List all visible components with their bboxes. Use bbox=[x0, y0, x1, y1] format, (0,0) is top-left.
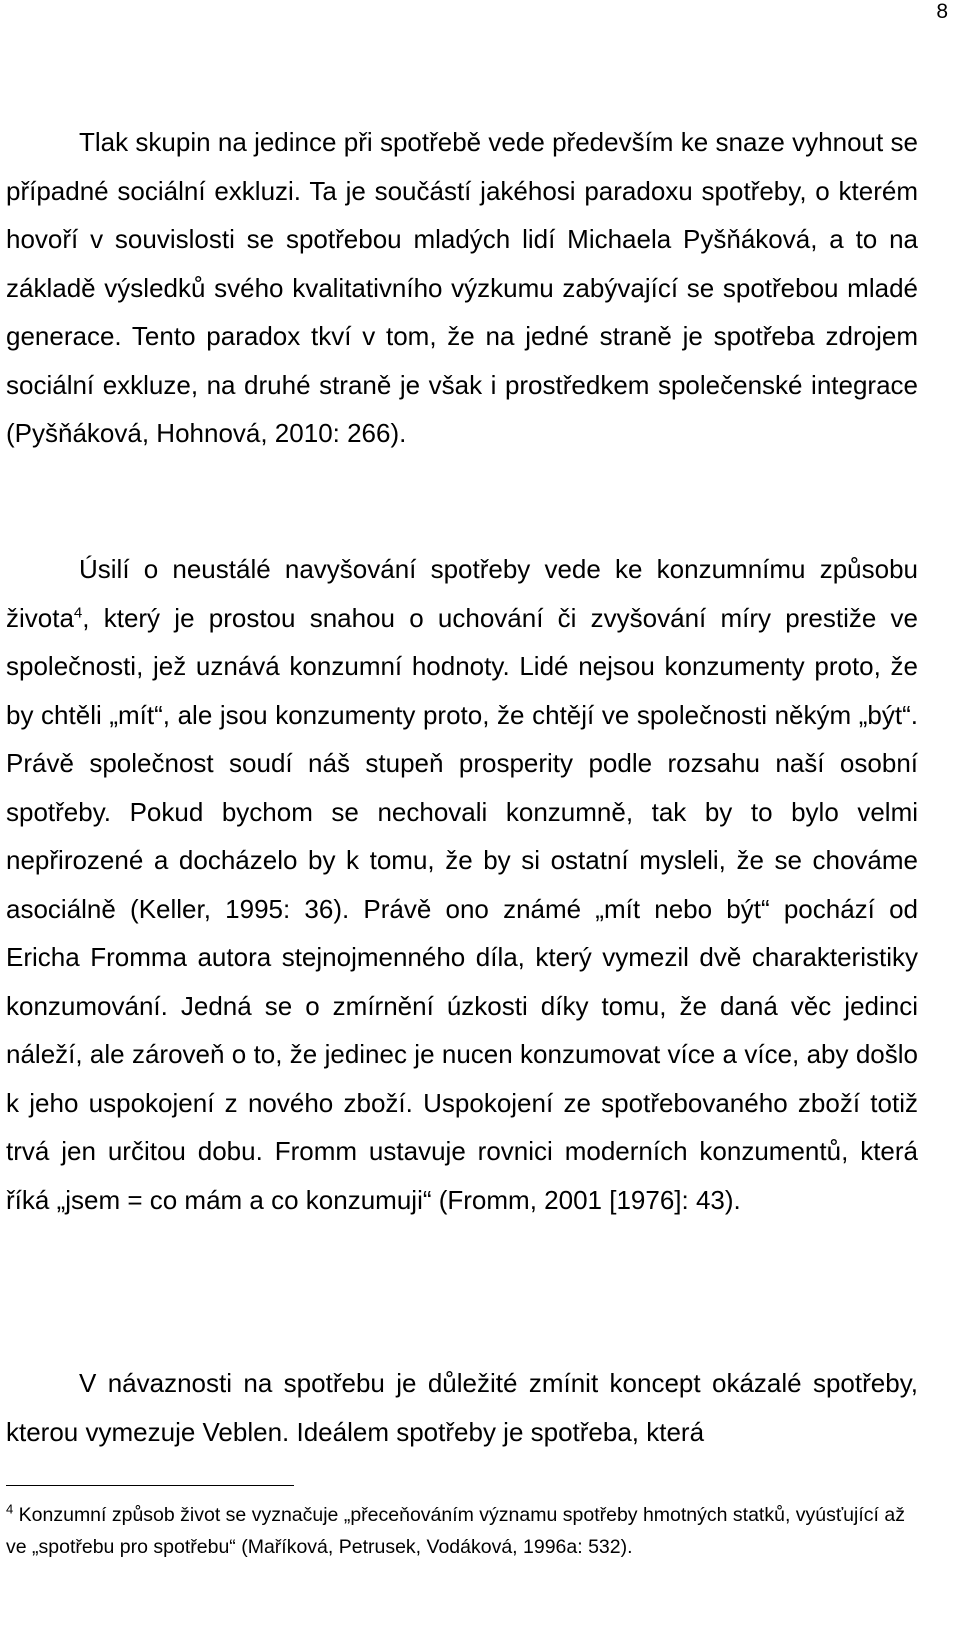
page-number: 8 bbox=[936, 0, 948, 23]
footnote-separator bbox=[6, 1485, 294, 1486]
footnote-text: Konzumní způsob život se vyznačuje „přeceňováním významu spotřeby hmotných statků, vyúsťující až ve „spotřebu pro spotřebu“ (Maříková, Petrusek, Vodáková, 1996a: 532). bbox=[6, 1504, 905, 1558]
footnote-marker: 4 bbox=[6, 1501, 14, 1517]
paragraph-3-text: V návaznosti na spotřebu je důležité zmínit koncept okázalé spotřeby, kterou vymezuje Veblen. Ideálem spotřeby je spotřeba, která bbox=[6, 1368, 918, 1447]
paragraph-3 bbox=[6, 1359, 918, 1456]
paragraph-2-text-end: , který je prostou snahou o uchování či zvyšování míry prestiže ve společnosti, jež uznává konzumní hodnoty. Lidé nejsou konzumenty proto, že by chtěli „mít“, ale jsou konzumenty proto, že chtějí ve společnosti někým „být“. Právě společnost soudí náš stupeň prosperity podle rozsahu naší osobní spotřeby. Pokud bychom se nechovali konzumně, tak by to bylo velmi nepřirozené a docházelo by k tomu, že by si ostatní mysleli, že se chováme asociálně (Keller, 1995: 36). Právě ono známé „mít nebo být“ pochází od Ericha Fromma autora stejnojmenného díla, který vymezil dvě charakteristiky konzumování. Jedná se o zmírnění úzkosti díky tomu, že daná věc jedinci náleží, ale zároveň o to, že jedinec je nucen konzumovat více a více, aby došlo k jeho uspokojení z nového zboží. Uspokojení ze spotřebovaného zboží totiž trvá jen určitou dobu. Fromm ustavuje rovnici moderních konzumentů, která říká „jsem = co mám a co konzumuji“ (Fromm, 2001 [1976]: 43). bbox=[6, 602, 918, 1215]
footnote-reference[interactable]: 4 bbox=[73, 603, 83, 621]
paragraph-2-text-start: Úsilí o neustálé navyšování spotřeby vede ke konzumnímu způsobu života bbox=[6, 554, 918, 633]
footnote bbox=[6, 1499, 918, 1563]
paragraph-2-text bbox=[6, 545, 918, 1224]
paragraph-1-text: Tlak skupin na jedince při spotřebě vede především ke snaze vyhnout se případné sociální exkluzi. Ta je součástí jakéhosi paradoxu spotřeby, o kterém hovoří v souvislosti se spotřebou mladých lidí Michaela Pyšňáková, a to na základě výsledků svého kvalitativního výzkumu zabývající se spotřebou mladé generace. Tento paradox tkví v tom, že na jedné straně je spotřeba zdrojem sociální exkluze, na druhé straně je však i prostředkem společenské integrace (Pyšňáková, Hohnová, 2010: 266). bbox=[6, 127, 918, 448]
paragraph-1 bbox=[6, 118, 918, 458]
paragraph-2 bbox=[6, 545, 918, 1224]
